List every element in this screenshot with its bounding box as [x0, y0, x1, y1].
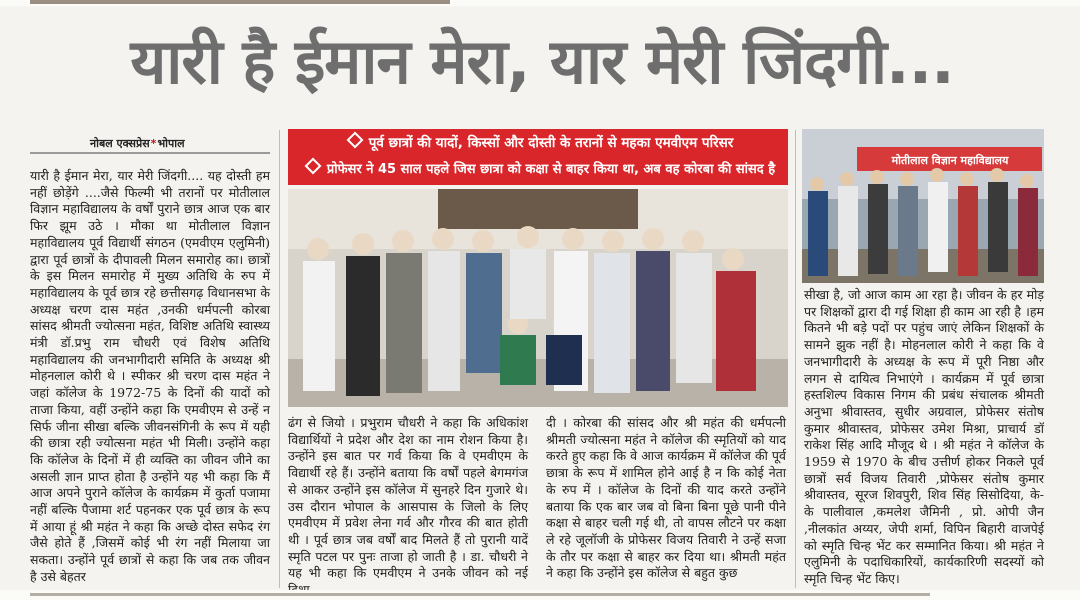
banner-text-1: पूर्व छात्रों की यादों, किस्सों और दोस्ती के तरानों से महका एमवीएम परिसर	[368, 135, 734, 151]
column-separator	[795, 130, 796, 588]
article-column-3	[546, 415, 786, 587]
article-column-1	[30, 168, 270, 588]
cut-text-line	[30, 593, 930, 596]
banner-text-2: प्रोफेसर ने 45 साल पहले जिस छात्रा को कक्षा से बाहर किया था, अब वह कोरबा की सांसद है	[326, 162, 776, 177]
banner-line-2	[288, 159, 788, 177]
city-name: भोपाल	[157, 137, 185, 150]
diamond-icon	[304, 158, 321, 175]
group-photo-illustration	[288, 189, 788, 407]
headline: यारी है ईमान मेरा, यार मेरी जिंदगी...	[130, 25, 954, 98]
article-column-4	[804, 287, 1044, 587]
diamond-icon	[346, 132, 363, 149]
article-text: सीखा है, जो आज काम आ रहा है। जीवन के हर मोड़ पर शिक्षकों द्वारा दी गई शिक्षा ही काम आ रही है ।हम कितने भी बड़े पदों पर पहुंच जाएं लेकिन शिक्षकों के सामने झुक नहीं है। मोहनलाल कोरी ने कहा कि वे जनभागीदारी के अध्यक्ष के रूप में पूरी निष्ठा और लगन से दायित्व निभाएंगे । कार्यक्रम में पूर्व छात्रा हस्तशिल्प विकास निगम की प्रबंध संचालक श्रीमती अनुभा श्रीवास्तव, सुधीर अग्रवाल, प्रोफेसर संतोष कुमार श्रीवास्तव, प्रोफेसर उमेश मिश्रा, प्राचार्य डॉ राकेश सिंह आदि मौजूद थे । श्री महंत ने कॉलेज के 1959 से 1970 के बीच उत्तीर्ण होकर निकले पूर्व छात्रों सर्व विजय तिवारी ,प्रोफेसर संतोष कुमार श्रीवास्तव, सूरज शिवपुरी, शिव सिंह सिसोदिया, के- के पालीवाल ,कमलेश जैमिनी , प्रो. ओपी जैन ,नीलकांत अय्यर, जेपी शर्मा, विपिन बिहारी वाजपेई को स्मृति चिन्ह भेंट कर सम्मानित किया। श्री महंत ने एलुमिनी के पदाधिकारियों, कार्यकारिणी सदस्यों को स्मृति चिन्ह भेंट किए।	[804, 287, 1044, 586]
next-article-strip	[0, 590, 1080, 600]
previous-article-strip	[0, 0, 1080, 6]
star-icon: *	[150, 137, 157, 150]
article-text: दी । कोरबा की सांसद और श्री महंत की धर्मपत्नी श्रीमती ज्योत्सना महंत ने कॉलेज की स्मृतियों को याद करते हुए कहा कि वे आज कार्यक्रम में कॉलेज की पूर्व छात्रा के रूप में शामिल होने आई है न कि कोई नेता के रुप में । कॉलेज के दिनों की याद करते उन्होंने बताया कि एक बार जब वो बिना बिना पूछे पानी पीने कक्षा से बाहर चली गई थी, तो वापस लौटने पर कक्षा ले रहे जूलॉजी के प्रोफेसर विजय तिवारी ने उन्हें सजा के तौर पर कक्षा से बाहर कर दिया था। श्रीमती महंत ने कहा कि उन्होंने इस कॉलेज से बहुत कुछ	[546, 415, 786, 581]
photo-caption-banner	[288, 129, 788, 185]
banner-line-1	[288, 133, 788, 151]
dateline-rule	[30, 152, 270, 154]
publication-name: नोबल एक्सप्रेस	[90, 137, 150, 150]
article-text: ढंग से जियो । प्रभुराम चौधरी ने कहा कि अधिकांश विद्यार्थियों ने प्रदेश और देश का नाम रोशन किया है। उन्होंने इस बात पर गर्व किया कि वे एमवीएम के विद्यार्थी रहे हैं। उन्होंने बताया कि वर्षों पहले बेगमगंज से आकर उन्होंने इस कॉलेज में सुनहरे दिन गुजारे थे। उस दौरान भोपाल के आसपास के जिलो के लिए एमवीएम में प्रवेश लेना गर्व और गौरव की बात होती थी । पूर्व छात्र जब वर्षों बाद मिलते हैं तो पुरानी यादें स्मृति पटल पर पुनः ताजा हो जाती है । डा. चौधरी ने यह भी कहा कि एमवीएम ने उनके जीवन को नई	[288, 415, 528, 581]
article-text: यारी है ईमान मेरा, यार मेरी जिंदगी.... यह दोस्ती हम नहीं छोड़ेंगे ....जैसे फिल्मी भी तरानों पर मोतीलाल विज्ञान महाविद्यालय के वर्षों पुराने छात्र आज एक बार फिर झूम उठे । मौका था मोतीलाल विज्ञान महाविद्यालय पूर्व विद्यार्थी संगठन (एमवीएम एलुमिनी) द्वारा पूर्व छात्रों के दीपावली मिलन समारोह का। छात्रों के इस मिलन समारोह में मुख्य अतिथि के रुप में महाविद्यालय के पूर्व छात्र रहे छत्तीसगढ़ विधानसभा के अध्यक्ष चरण दास महंत ,उनकी धर्मपत्नी कोरबा सांसद श्रीमती ज्योत्सना महंत, विशिष्ट अतिथि स्वास्थ्य मंत्री डॉ.प्रभु राम चौधरी एवं विशेष अतिथि महाविद्यालय की जनभागीदारी समिति के अध्यक्ष श्री मोहनलाल कोरी थे । स्पीकर श्री चरण दास महंत ने जहां कॉलेज के 1972-75 के दिनों की यादों को ताजा किया, वहीं उन्होंने कहा कि एमवीएम से उन्हें न सिर्फ जीना सीखा बल्कि जीवनसंगिनी के रूप में यही की छात्रा रही ज्योत्सना महंत भी मिली। उन्होंने कहा कि कॉलेज के दिनों में ही व्यक्ति का जीवन जीने का असली ज्ञान प्राप्त होता है उन्होंने यह भी कहा कि मैं आज अपने पुराने कॉलेज के कार्यक्रम में कुर्ता पजामा नहीं बल्कि पैजामा शर्ट पहनकर एक पूर्व छात्र के रूप में आया हूं श्री महंत ने कहा कि अच्छे दोस्त सफेद रंग जैसे होते हैं ,जिसमें कोई भी रंग नहीं मिलाया जा सकता। उन्होंने पूर्व छात्रों से कहा कि जब तक जीवन है उसे बेहतर	[30, 168, 270, 584]
dateline	[90, 136, 185, 151]
cut-text-line	[30, 0, 450, 4]
column-separator	[279, 130, 280, 588]
photo-banner-text: मोतीलाल विज्ञान महाविद्यालय	[891, 154, 1009, 167]
celebration-photo-illustration	[802, 129, 1044, 283]
group-photo	[288, 189, 788, 407]
celebration-photo	[802, 129, 1044, 283]
article-column-2	[288, 415, 528, 587]
